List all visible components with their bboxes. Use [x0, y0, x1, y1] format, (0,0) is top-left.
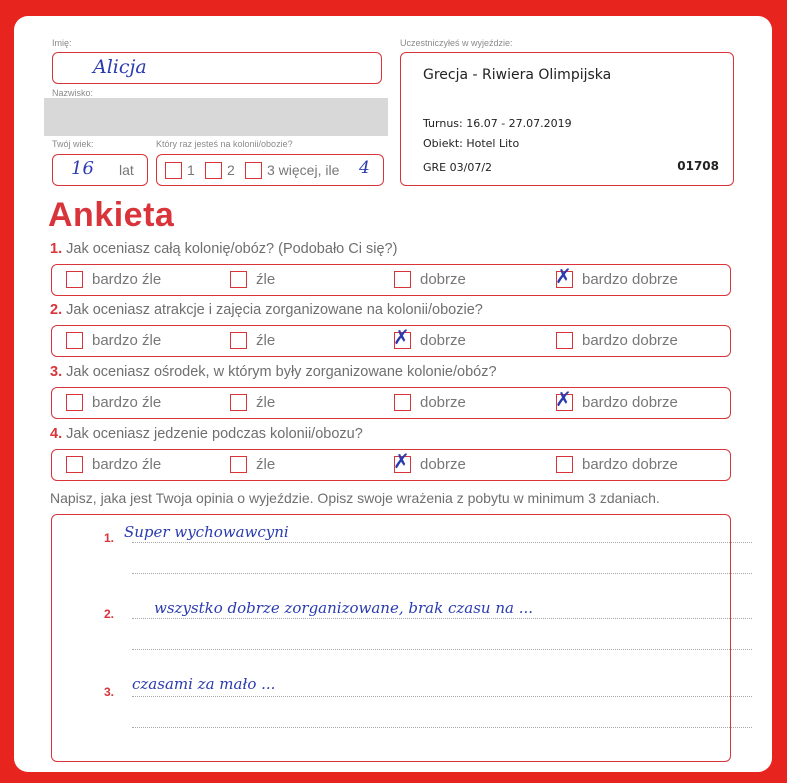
q1-dobrze-checkbox[interactable] [394, 271, 411, 288]
opinion-1-text: Super wychowawcyni [124, 523, 289, 541]
q2-bardzo-zle-label: bardzo źle [92, 332, 162, 349]
checkmark-icon: ✗ [393, 325, 410, 349]
name-label: Imię: [52, 38, 72, 48]
survey-title: Ankieta [48, 196, 175, 234]
opinion-2-text: wszystko dobrze zorganizowane, brak czasu na ... [154, 599, 533, 617]
opinion-line [132, 573, 752, 574]
q3-bardzo-zle-label: bardzo źle [92, 394, 162, 411]
surname-redacted [44, 98, 388, 136]
q1-zle-checkbox[interactable] [230, 271, 247, 288]
q4-bardzo-zle-checkbox[interactable] [66, 456, 83, 473]
question-2-text: Jak oceniasz atrakcje i zajęcia zorganizowane na kolonii/obozie? [66, 302, 483, 318]
surname-label: Nazwisko: [52, 88, 94, 98]
q1-bardzo-zle-label: bardzo źle [92, 271, 162, 288]
opinion-prompt: Napisz, jaka jest Twoja opinia o wyjeździe. Opisz swoje wrażenia z pobytu w minimum 3 zdaniach. [50, 490, 660, 506]
trip-number: 01708 [677, 159, 719, 173]
q4-dobrze-checkbox[interactable] [393, 449, 411, 473]
question-4-number: 4. [50, 426, 63, 442]
question-3-number: 3. [50, 364, 63, 380]
camp-count-2-checkbox[interactable] [205, 162, 222, 179]
checkmark-icon: ✗ [555, 387, 572, 411]
camp-count-1-checkbox[interactable] [165, 162, 182, 179]
opinion-1-number: 1. [104, 531, 115, 545]
name-value: Alicja [93, 56, 147, 78]
age-label: Twój wiek: [52, 139, 94, 149]
camp-count-1-label: 1 [187, 162, 195, 178]
age-value: 16 [71, 158, 94, 179]
answer-row-4 [51, 449, 731, 481]
trip-title: Grecja - Riwiera Olimpijska [423, 67, 612, 83]
question-1-number: 1. [50, 241, 63, 257]
q3-bardzo-zle-checkbox[interactable] [66, 394, 83, 411]
q4-dobrze-label: dobrze [420, 456, 466, 473]
question-4-text: Jak oceniasz jedzenie podczas kolonii/obozu? [66, 426, 363, 442]
q1-zle-label: źle [256, 271, 276, 288]
q1-bardzo-zle-checkbox[interactable] [66, 271, 83, 288]
answer-row-2 [51, 325, 731, 357]
q2-bardzo-zle-checkbox[interactable] [66, 332, 83, 349]
q3-bardzo-dobrze-label: bardzo dobrze [582, 394, 678, 411]
camp-count-3-checkbox[interactable] [245, 162, 262, 179]
question-1 [50, 241, 397, 257]
q4-zle-label: źle [256, 456, 276, 473]
q3-zle-checkbox[interactable] [230, 394, 247, 411]
question-2-number: 2. [50, 302, 63, 318]
opinion-3-number: 3. [104, 685, 115, 699]
opinion-2-number: 2. [104, 607, 115, 621]
opinion-line [132, 618, 752, 619]
q3-dobrze-checkbox[interactable] [394, 394, 411, 411]
survey-sheet [14, 16, 772, 772]
camp-count-field [156, 154, 384, 186]
checkmark-icon: ✗ [555, 264, 572, 288]
q4-bardzo-dobrze-checkbox[interactable] [556, 456, 573, 473]
q2-dobrze-checkbox[interactable] [393, 325, 411, 349]
q3-dobrze-label: dobrze [420, 394, 466, 411]
camp-count-label: Który raz jesteś na kolonii/obozie? [156, 139, 293, 149]
opinion-line [132, 696, 752, 697]
q2-zle-label: źle [256, 332, 276, 349]
camp-count-2-label: 2 [227, 162, 235, 178]
opinion-3-text: czasami za mało ... [132, 675, 276, 693]
question-3-text: Jak oceniasz ośrodek, w którym były zorganizowane kolonie/obóz? [66, 364, 497, 380]
answer-row-1 [51, 264, 731, 296]
q2-dobrze-label: dobrze [420, 332, 466, 349]
q3-zle-label: źle [256, 394, 276, 411]
opinion-box[interactable] [51, 514, 731, 762]
answer-row-3 [51, 387, 731, 419]
trip-obiekt: Obiekt: Hotel Lito [423, 137, 520, 150]
question-1-text: Jak oceniasz całą kolonię/obóz? (Podobało Ci się?) [66, 241, 398, 257]
q1-bardzo-dobrze-label: bardzo dobrze [582, 271, 678, 288]
checkmark-icon: ✗ [393, 449, 410, 473]
q3-bardzo-dobrze-checkbox[interactable] [555, 387, 573, 411]
q4-zle-checkbox[interactable] [230, 456, 247, 473]
opinion-line [132, 542, 752, 543]
q2-bardzo-dobrze-checkbox[interactable] [556, 332, 573, 349]
q1-dobrze-label: dobrze [420, 271, 466, 288]
q2-bardzo-dobrze-label: bardzo dobrze [582, 332, 678, 349]
opinion-line [132, 649, 752, 650]
question-2 [50, 302, 483, 318]
age-field[interactable] [52, 154, 148, 186]
age-unit: lat [119, 162, 134, 178]
trip-turnus: Turnus: 16.07 - 27.07.2019 [423, 117, 572, 130]
camp-count-3-label: 3 więcej, ile [267, 162, 340, 178]
question-4 [50, 426, 363, 442]
q1-bardzo-dobrze-checkbox[interactable] [555, 264, 573, 288]
participant-label: Uczestniczyłeś w wyjeździe: [400, 38, 513, 48]
trip-code: GRE 03/07/2 [423, 161, 493, 174]
q4-bardzo-dobrze-label: bardzo dobrze [582, 456, 678, 473]
camp-count-value: 4 [359, 158, 370, 178]
opinion-line [132, 727, 752, 728]
q2-zle-checkbox[interactable] [230, 332, 247, 349]
q4-bardzo-zle-label: bardzo źle [92, 456, 162, 473]
question-3 [50, 364, 497, 380]
trip-info-box [400, 52, 734, 186]
name-field[interactable] [52, 52, 382, 84]
